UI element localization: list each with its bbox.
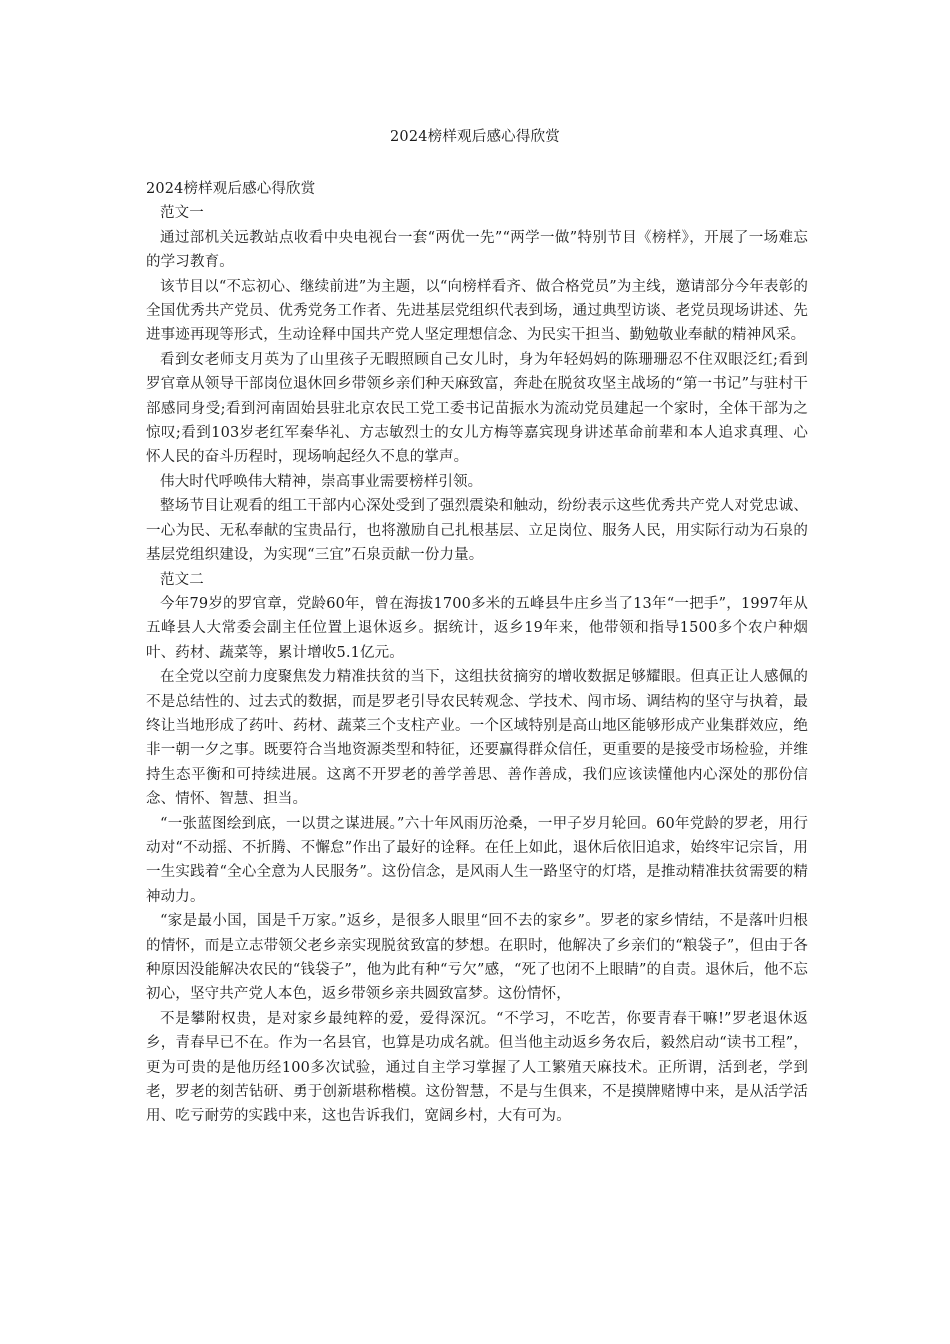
paragraph: 不是攀附权贵，是对家乡最纯粹的爱，爱得深沉。“不学习，不吃苦，你要青春干嘛!”罗老退休返乡，青春早已不在。作为一名县官，也算是功成名就。但当他主动返乡务农后，毅然启动“读书工程”，更为可贵的是他历经100多次试验，通过自主学习掌握了人工繁殖天麻技术。正所谓，活到老，学到老，罗老的刻苦钻研、勇于创新堪称楷模。这份智慧，不是与生俱来，不是摸牌赌博中来，是从活学活用、吃亏耐劳的实践中来，这也告诉我们，宽阔乡村，大有可为。 [146, 1010, 808, 1125]
paragraph-heading-sample-2: 范文二 [160, 571, 204, 588]
paragraph: 通过部机关远教站点收看中央电视台一套“两优一先”“两学一做”特别节目《榜样》，开展了一场难忘的学习教育。 [146, 229, 808, 271]
document-body [146, 177, 808, 1129]
paragraph: 看到女老师支月英为了山里孩子无暇照顾自己女儿时，身为年轻妈妈的陈珊珊忍不住双眼泛红;看到罗官章从领导干部岗位退休回乡带领乡亲们种天麻致富，奔赴在脱贫攻坚主战场的“第一书记”与驻村干部感同身受;看到河南固始县驻北京农民工党工委书记苗振水为流动党员建起一个家时，全体干部为之惊叹;看到103岁老红军秦华礼、方志敏烈士的女儿方梅等嘉宾现身讲述革命前辈和本人追求真理、心怀人民的奋斗历程时，现场响起经久不息的掌声。 [146, 351, 808, 466]
paragraph-heading-sample-1: 范文一 [160, 205, 204, 222]
paragraph: 在全党以空前力度聚焦发力精准扶贫的当下，这组扶贫摘穷的增收数据足够耀眼。但真正让人感佩的不是总结性的、过去式的数据，而是罗老引导农民转观念、学技术、闯市场、调结构的坚守与执着，最终让当地形成了药叶、药材、蔬菜三个支柱产业。一个区域特别是高山地区能够形成产业集群效应，绝非一朝一夕之事。既要符合当地资源类型和特征，还要赢得群众信任，更重要的是接受市场检验，并维持生态平衡和可持续进展。这离不开罗老的善学善思、善作善成，我们应该读懂他内心深处的那份信念、情怀、智慧、担当。 [146, 669, 808, 808]
paragraph: 整场节目让观看的组工干部内心深处受到了强烈震染和触动，纷纷表示这些优秀共产党人对党忠诚、一心为民、无私奉献的宝贵品行，也将激励自己扎根基层、立足岗位、服务人民，用实际行动为石泉的基层党组织建设，为实现“三宜”石泉贡献一份力量。 [146, 498, 808, 564]
paragraph: 该节目以“不忘初心、继续前进”为主题，以“向榜样看齐、做合格党员”为主线，邀请部分今年表彰的全国优秀共产党员、优秀党务工作者、先进基层党组织代表到场，通过典型访谈、老党员现场讲述、先进事迹再现等形式，生动诠释中国共产党人坚定理想信念、为民实干担当、勤勉敬业奉献的精神风采。 [146, 278, 808, 344]
paragraph-subtitle: 2024榜样观后感心得欣赏 [146, 181, 316, 197]
page-title: 2024榜样观后感心得欣赏 [389, 129, 560, 145]
paragraph: 伟大时代呼唤伟大精神，崇高事业需要榜样引领。 [160, 473, 483, 490]
paragraph: “一张蓝图绘到底，一以贯之谋进展。”六十年风雨历沧桑，一甲子岁月轮回。60年党龄的罗老，用行动对“不动摇、不折腾、不懈怠”作出了最好的诠释。在任上如此，退休后依旧追求，始终牢记宗旨，用一生实践着“全心全意为人民服务”。这份信念，是风雨人生一路坚守的灯塔，是推动精准扶贫需要的精神动力。 [146, 815, 808, 905]
paragraph: “家是最小国，国是千万家。”返乡，是很多人眼里“回不去的家乡”。罗老的家乡情结，不是落叶归根的情怀，而是立志带领父老乡亲实现脱贫致富的梦想。在职时，他解决了乡亲们的“粮袋子”，但由于各种原因没能解决农民的“钱袋子”，他为此有种“亏欠”感，“死了也闭不上眼睛”的自责。退休后，他不忘初心，坚守共产党人本色，返乡带领乡亲共圆致富梦。这份情怀， [146, 913, 808, 1003]
paragraph: 今年79岁的罗官章，党龄60年，曾在海拔1700多米的五峰县牛庄乡当了13年“一把手”，1997年从五峰县人大常委会副主任位置上退休返乡。据统计，返乡19年来，他带领和指导1500多个农户种烟叶、药材、蔬菜等，累计增收5.1亿元。 [146, 595, 808, 661]
